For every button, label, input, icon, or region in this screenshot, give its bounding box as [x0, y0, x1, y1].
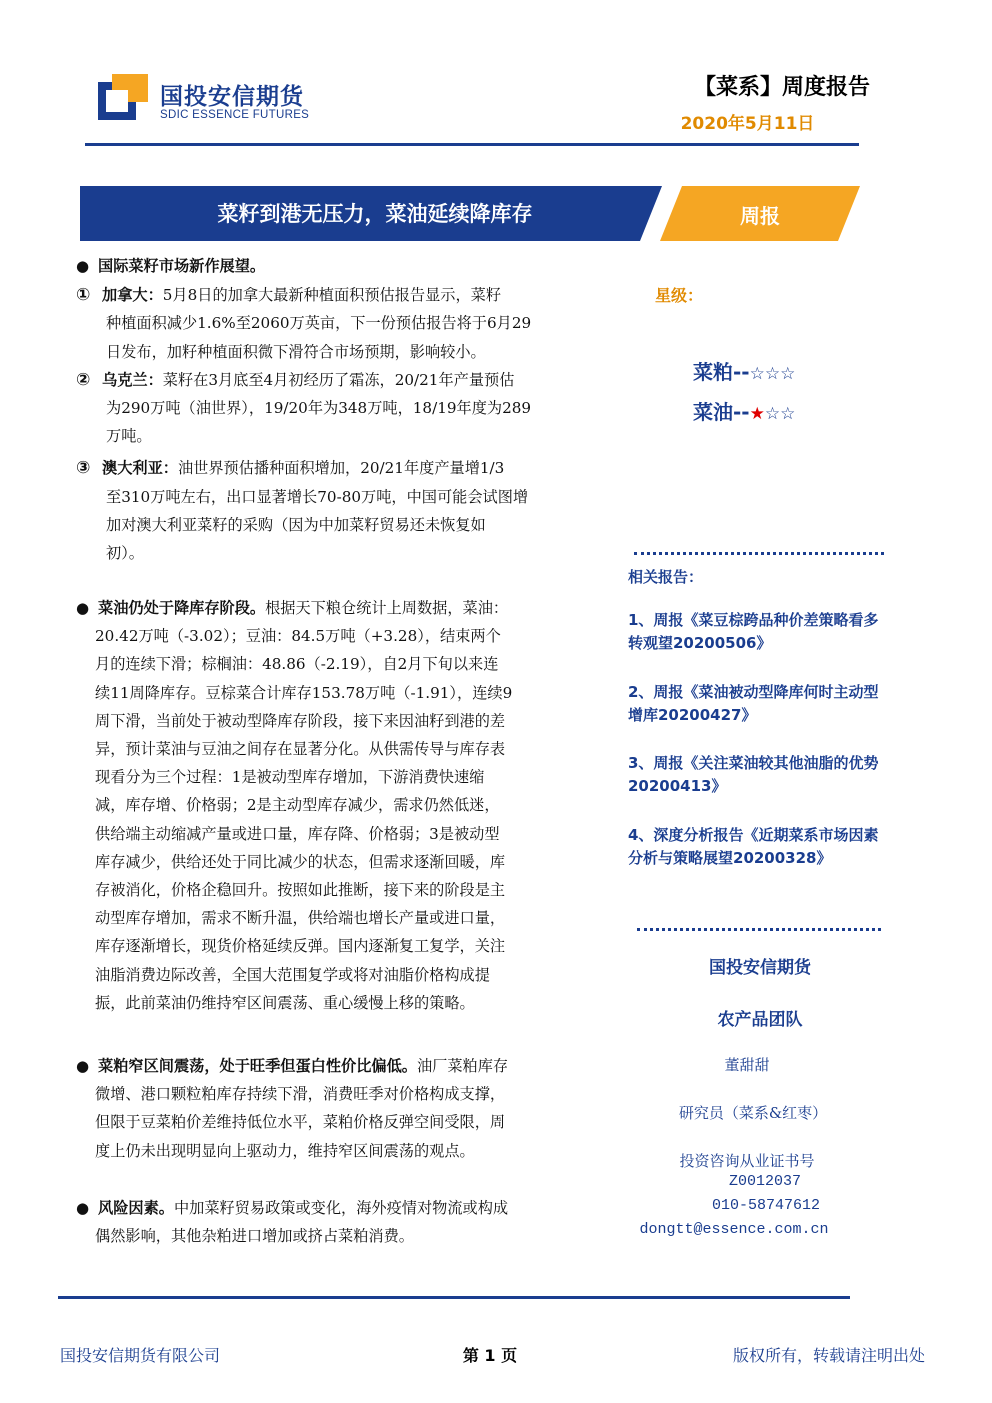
footer-company: 国投安信期货有限公司: [60, 1346, 221, 1365]
footer-divider: [58, 1296, 850, 1299]
rating-rapeseed-oil: [693, 396, 795, 425]
section-text: 微增、港口颗粒粕库存持续下滑，消费旺季对价格构成支撑，: [95, 1085, 506, 1104]
star-empty-icon: ☆☆☆: [749, 364, 796, 384]
item-text: 加对澳大利亚菜籽的采购（因为中加菜籽贸易还未恢复如: [106, 515, 486, 534]
analyst-role: 研究员（菜系&红枣）: [678, 1104, 828, 1122]
rating-label: 星级：: [655, 286, 704, 305]
report-tag: 周报: [740, 204, 780, 228]
analyst-name: 董甜甜: [724, 1056, 770, 1074]
section-text: 续11周降库存。豆棕菜合计库存153.78万吨（-1.91），连续9: [95, 683, 513, 702]
bullet-icon: ●: [76, 1199, 90, 1217]
item-text: 为290万吨（油世界），19/20年为348万吨，18/19年度为289: [106, 399, 532, 418]
section-text: 库存逐渐增长，现货价格延续反弹。国内逐渐复工复学，关注: [95, 937, 506, 956]
dotted-divider: [637, 928, 881, 931]
cert-number: Z0012037: [728, 1173, 801, 1190]
bullet-icon: ●: [76, 599, 90, 617]
item-text: 油世界预估播种面积增加，20/21年度产量增1/3: [177, 459, 505, 478]
section-text: 中加菜籽贸易政策或变化，海外疫情对物流或构成: [173, 1199, 509, 1217]
section-text: 根据天下粮仓统计上周数据，菜油：: [265, 599, 509, 617]
page-number: 第 1 页: [462, 1346, 518, 1365]
cert-label: 投资咨询从业证书号: [679, 1152, 815, 1170]
star-filled-icon: ★: [749, 404, 765, 424]
rating-name: 菜油--: [693, 400, 750, 424]
section-risk-factors: [76, 1194, 600, 1250]
contact-phone: 010-58747612: [711, 1197, 821, 1214]
section-heading: 风险因素。: [98, 1199, 174, 1217]
footer-copyright: 版权所有，转载请注明出处: [732, 1346, 925, 1365]
related-report-link[interactable]: 3、周报《关注菜油较其他油脂的优势20200413》: [628, 754, 879, 795]
section-text: 供给端主动缩减产量或进口量，库存降、价格弱；3是被动型: [95, 824, 500, 843]
section-rapeseed-meal: [76, 1052, 600, 1165]
item-text: 日发布，加籽种植面积微下滑符合市场预期，影响较小。: [106, 342, 486, 361]
item-text: 至310万吨左右，出口显著增长70-80万吨，中国可能会试图增: [106, 487, 529, 506]
star-empty-icon: ☆☆: [764, 404, 796, 424]
related-reports-title: 相关报告：: [628, 568, 704, 586]
section-text: 动型库存增加，需求不断升温，供给端也增长产量或进口量，: [95, 909, 506, 928]
section-text: 油脂消费边际改善，全国大范围复学或将对油脂价格构成提: [95, 965, 490, 984]
section-text: 20.42万吨（-3.02）；豆油：84.5万吨（+3.28），结束两个: [95, 627, 501, 646]
section-text: 存被消化，价格企稳回升。按照如此推断，接下来的阶段是主: [95, 881, 506, 900]
team-company: 国投安信期货: [709, 958, 811, 978]
circled-number: ③: [76, 458, 91, 479]
logo-mark: [98, 72, 150, 124]
logo-company-name-en: SDIC ESSENCE FUTURES: [160, 109, 310, 121]
rating-rapeseed-meal: [693, 356, 795, 385]
related-report-link[interactable]: 4、深度分析报告《近期菜系市场因素分析与策略展望20200328》: [628, 826, 879, 867]
section-text: 度上仍未出现明显向上驱动力，维持窄区间震荡的观点。: [95, 1141, 475, 1160]
report-date: 2020年5月11日: [680, 114, 815, 134]
bullet-icon: ●: [76, 1057, 90, 1075]
section-international-rapeseed: [76, 252, 600, 567]
section-text: 库存减少，供给还处于同比减少的状态，但需求逐渐回暖，库: [95, 852, 506, 871]
header-divider: [85, 143, 859, 146]
section-text: 偶然影响，其他杂粕进口增加或挤占菜粕消费。: [95, 1227, 414, 1246]
section-rapeseed-oil-inventory: [76, 594, 600, 1017]
item-label: 乌克兰：: [102, 370, 163, 389]
item-text: 万吨。: [106, 427, 152, 446]
item-text: 初）。: [106, 544, 144, 563]
section-text: 油厂菜粕库存: [416, 1057, 509, 1075]
section-heading: 菜粕窄区间震荡，处于旺季但蛋白性价比偏低。: [98, 1057, 417, 1075]
circled-number: ①: [76, 285, 91, 306]
item-text: 5月8日的加拿大最新种植面积预估报告显示，菜籽: [162, 286, 502, 305]
report-type: 【菜系】周度报告: [693, 75, 870, 100]
section-text: 月的连续下滑；棕榈油：48.86（-2.19），自2月下旬以来连: [95, 655, 499, 674]
section-text: 但限于豆菜粕价差维持低位水平，菜粕价格反弹空间受限，周: [95, 1113, 506, 1132]
section-text: 周下滑，当前处于被动型降库存阶段，接下来因油籽到港的差: [95, 711, 506, 730]
item-label: 加拿大：: [102, 286, 163, 305]
section-text: 异，预计菜油与豆油之间存在显著分化。从供需传导与库存表: [95, 740, 506, 759]
report-title: 菜籽到港无压力，菜油延续降库存: [217, 202, 533, 226]
section-text: 振，此前菜油仍维持窄区间震荡、重心缓慢上移的策略。: [95, 993, 475, 1012]
item-text: 菜籽在3月底至4月初经历了霜冻，20/21年产量预估: [162, 370, 515, 389]
rating-name: 菜粕--: [693, 360, 750, 384]
section-text: 减，库存增、价格弱；2是主动型库存减少，需求仍然低迷，: [95, 796, 500, 815]
section-heading: 国际菜籽市场新作展望。: [98, 257, 266, 275]
item-text: 种植面积减少1.6%至2060万英亩，下一份预估报告将于6月29: [106, 314, 532, 333]
related-report-link[interactable]: 2、周报《菜油被动型降库何时主动型增库20200427》: [628, 683, 879, 724]
section-text: 现看分为三个过程：1是被动型库存增加，下游消费快速缩: [95, 768, 485, 787]
logo-company-name: 国投安信期货: [160, 84, 304, 110]
related-report-link[interactable]: 1、周报《菜豆棕跨品种价差策略看多转观望20200506》: [628, 611, 879, 652]
team-group: 农产品团队: [717, 1010, 803, 1030]
item-label: 澳大利亚：: [102, 459, 178, 478]
section-heading: 菜油仍处于降库存阶段。: [98, 599, 266, 617]
circled-number: ②: [76, 369, 91, 390]
bullet-icon: ●: [76, 257, 90, 275]
dotted-divider: [634, 552, 884, 555]
contact-email[interactable]: dongtt@essence.com.cn: [639, 1221, 829, 1238]
